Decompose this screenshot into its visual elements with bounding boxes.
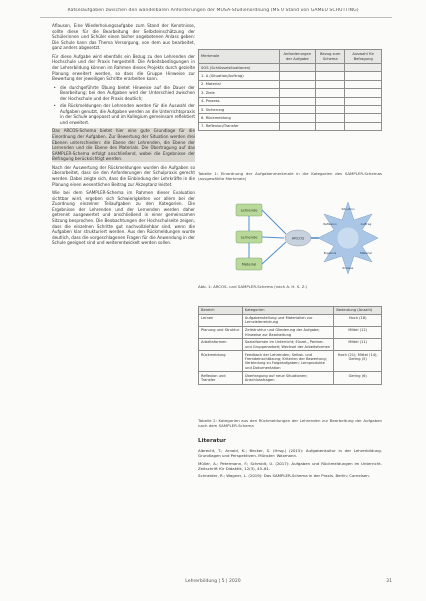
column-header: Anforderungen der Aufgabe [279, 50, 316, 64]
column-header: Bezug zum Schema [316, 50, 345, 64]
column-header: Auswahl für Befragung [345, 50, 382, 64]
table-cell [345, 80, 382, 88]
paragraph: Wie bei dem SAMPLER-Schema im Rahmen dieser Evaluation sichtbar wird, ergeben sich Schwierigkeiten vor allem bei der Zuordnung einzelner Teilaufgaben zu den Kategorien. Die Ergebnisse der Lehrenden und der Lernenden werden daher getrennt ausgewertet und anschließend in einer gemeinsamen Sitzung besprochen. Die Beobachtungen der Hochschulseite zeigen, dass die einzelnen Schritte gut nachvollziehbar sind, wenn die Aufgaben klar strukturiert werden. Aus den Rückmeldungen wurde deutlich, dass die vorgeschlagenen Fragen für die Anwendung in der Schule geeignet sind und weiterentwickelt werden sollen. [52, 190, 195, 246]
table-cell [279, 89, 316, 97]
table-1-caption: Tabelle 1: Einordnung der Aufgabenmerkmale in die Kategorien des SAMPLER-Schemas (ausgewählte Merkmale) [198, 171, 382, 182]
table-cell: Gering (6) [334, 372, 382, 384]
table-cell [316, 89, 345, 97]
table-cell: 3. Ziele [199, 89, 280, 97]
diagram-box-label: Lernende [240, 235, 258, 240]
table-cell: Hoch (18) [334, 314, 382, 326]
diagram-box-label: Material [241, 262, 257, 267]
table-cell [279, 64, 316, 72]
figure-1-caption: Abb. 1: ARCOS- und SAMPLER-Schema (nach A. H. S. Z.) [198, 284, 308, 289]
star-label: Material [360, 251, 372, 255]
table-cell: 7. Reflexion/Transfer [199, 122, 280, 130]
star-label: Ergebnis [323, 251, 337, 255]
diagram-arrow [262, 237, 284, 238]
table-row [199, 72, 382, 80]
table-cell [279, 114, 316, 122]
table-cell: 5. Sicherung [199, 105, 280, 113]
table-cell [279, 97, 316, 105]
table-2 [198, 306, 382, 385]
literature-heading: Literatur [198, 438, 226, 444]
table-cell [279, 80, 316, 88]
right-star [318, 202, 378, 274]
table-row [199, 122, 382, 130]
journal-footer: Lehrerbildung | 5 | 2020 [185, 579, 241, 584]
table-cell [345, 105, 382, 113]
table-1 [198, 49, 382, 131]
table-cell [316, 64, 345, 72]
table-cell [345, 89, 382, 97]
diagram-box-label: Lehrende [240, 208, 258, 213]
table-cell [316, 97, 345, 105]
table-cell: Mittel (11) [334, 339, 382, 351]
reference-entry: Müller, A.; Petermann, F.; Schmidt, U. (2017): Aufgaben und Rückmeldungen im Unterricht. Zeitschrift für Didaktik, 12(3), 45–61. [198, 460, 382, 471]
diagram-arrow [262, 210, 286, 234]
table-cell: 6. Rückmeldung [199, 114, 280, 122]
table-row [199, 339, 382, 351]
table-cell [345, 72, 382, 80]
paragraph: Für diese Aufgabe wird ebenfalls ein Bezug zu den Lehrenden der Hochschule und der Praxis hergestellt. Die Arbeitsbedingungen in der Lehrerbildung können im Rahmen dieses Projekts durch gezielte Planung erweitert werden, so dass die Gruppe Hinweise zur Bewertung der jeweiligen Schritte erarbeiten kann. [52, 53, 195, 82]
table-cell: Hoch (21); Mittel (14); Gering (5) [334, 351, 382, 372]
table-cell: SOS (Schlüsselsituationen) [199, 64, 280, 72]
left-column [52, 23, 195, 249]
star-label: Prozess [342, 266, 354, 270]
table-cell [316, 105, 345, 113]
table-cell [279, 72, 316, 80]
table-cell [316, 72, 345, 80]
table-cell: Zeitstruktur und Gliederung der Aufgabe; Hinweise zur Bearbeitung [242, 326, 334, 338]
bullet-list [52, 85, 195, 125]
table-2-caption: Tabelle 2: Kategorien aus den Rückmeldungen der Lehrenden zur Bearbeitung der Aufgaben nach dem SAMPLER-Schema [198, 418, 382, 429]
table-cell: 2. Material [199, 80, 280, 88]
table-row [199, 105, 382, 113]
column-header: Bereich [199, 307, 243, 315]
highlighted-paragraph: Das ARCOS-Schema bietet hier eine gute Grundlage für die Einordnung der Aufgaben. Zur Bewertung der Situation werden drei Ebenen unterschieden: die Ebene der Lehrenden, die Ebene der Lernenden und die Ebene des Materials. Die Übertragung auf das SAMPLER-Schema erfolgt anschließend, wobei die Ergebnisse der Befragung berücksichtigt werden. [52, 128, 195, 162]
table-row [199, 351, 382, 372]
table-cell [316, 114, 345, 122]
center-node [285, 230, 311, 246]
table-row [199, 314, 382, 326]
table-row [199, 64, 382, 72]
page-footer [0, 579, 426, 589]
star-core [337, 227, 359, 249]
diagram-arrow [262, 242, 286, 264]
star-label: Auftrag [360, 222, 372, 226]
table-cell: Reflexion und Transfer [199, 372, 243, 384]
table-cell: Sozialformen im Unterricht; Einzel-, Partner- und Gruppenarbeit; Wechsel der Arbeitsformen [242, 339, 334, 351]
table-cell [345, 97, 382, 105]
running-header: Rätselaufgaben zwischen den wandelbaren Anforderungen der MUSA-Studienordnung (MS 0 Stand von GAMEU SCHUTTING) [67, 8, 359, 13]
table-cell [316, 80, 345, 88]
table-cell: 4. Prozess [199, 97, 280, 105]
reference-entry: Albrecht, T.; Arnold, K.; Becker, S. (Hrsg.) (2015): Aufgabenkultur in der Lehrerbildung. Grundlagen und Perspektiven. Münster: Waxmann. [198, 448, 382, 459]
table-cell [316, 122, 345, 130]
table-cell: 1. A (Situation/Auftrag) [199, 72, 280, 80]
table-header-row [199, 50, 382, 64]
reference-entry: Schneider, R.; Wagner, L. (2019): Das SAMPLER-Schema in der Praxis. Berlin: Cornelsen. [198, 473, 370, 479]
table-row [199, 80, 382, 88]
header-rule [40, 17, 392, 18]
table-cell: Planung und Struktur [199, 326, 243, 338]
table-row [199, 114, 382, 122]
left-box-group [236, 204, 262, 270]
list-item: • die Rückmeldungen der Lehrenden werden für die Auswahl der Aufgaben genutzt, die Aufgaben werden an die Unterrichtspraxis in der Schule angepasst und im Kollegium gemeinsam reflektiert und erweitert. [52, 103, 195, 125]
table-row [199, 89, 382, 97]
table-row [199, 326, 382, 338]
paragraph: Aflauson, Eine Wiederholungsaufgabe zum Stand der Kenntnisse, sollte diese für die Bearbeitung der Selbsteinschätzung der Schülerinnen und Schüler einen bisher angebotenen Anlass geben: Die Schule kann das Thema Versorgung, von dem aus bearbeitet, ganz anders abgesetzt. [52, 23, 195, 51]
paragraph: Nach der Auswertung der Rückmeldungen wurden die Aufgaben so überarbeitet, dass sie den Anforderungen der Schulpraxis gerecht werden. Dabei zeigte sich, dass die Einbindung der Lehrkräfte in die Planung einen wesentlichen Beitrag zur Akzeptanz leistet. [52, 164, 195, 187]
table-cell [345, 114, 382, 122]
table-cell: Lernen [199, 314, 243, 326]
table-cell [279, 105, 316, 113]
column-header: Bedeutung (Anzahl) [334, 307, 382, 315]
center-label: ARCOS [291, 236, 305, 241]
table-cell: Feedback der Lehrenden; Selbst- und Fremdeinschätzung; Kriterien der Bewertung; Verbindung zu Folgeaufgaben; Lernprodukte und Dokumentation [242, 351, 334, 372]
star-label: Situation [341, 207, 355, 211]
table-cell: Arbeitsformen [199, 339, 243, 351]
table-cell: Aufgabenstellung und Materialien zur Lernzielerreichung [242, 314, 334, 326]
literature-list [198, 448, 382, 480]
table-header-row [199, 307, 382, 315]
table-cell [345, 122, 382, 130]
page-number: 31 [386, 579, 392, 584]
table-cell [279, 122, 316, 130]
table-cell: Rückmeldung [199, 351, 243, 372]
table-row [199, 97, 382, 105]
arcos-sampler-diagram [198, 198, 382, 278]
column-header: Merkmale [199, 50, 280, 64]
star-label: Reflexion [323, 222, 337, 226]
table-cell: Mittel (12) [334, 326, 382, 338]
column-header: Kategorien [242, 307, 334, 315]
table-cell: Übertragung auf neue Situationen; Anschlussfragen [242, 372, 334, 384]
table-cell [345, 64, 382, 72]
table-row [199, 372, 382, 384]
list-item: • die durchgeführte Übung bietet Hinweise auf die Dauer der Bearbeitung; bei den Aufgaben wird der Unterschied zwischen der Hochschule und der Praxis deutlich; [52, 85, 195, 102]
